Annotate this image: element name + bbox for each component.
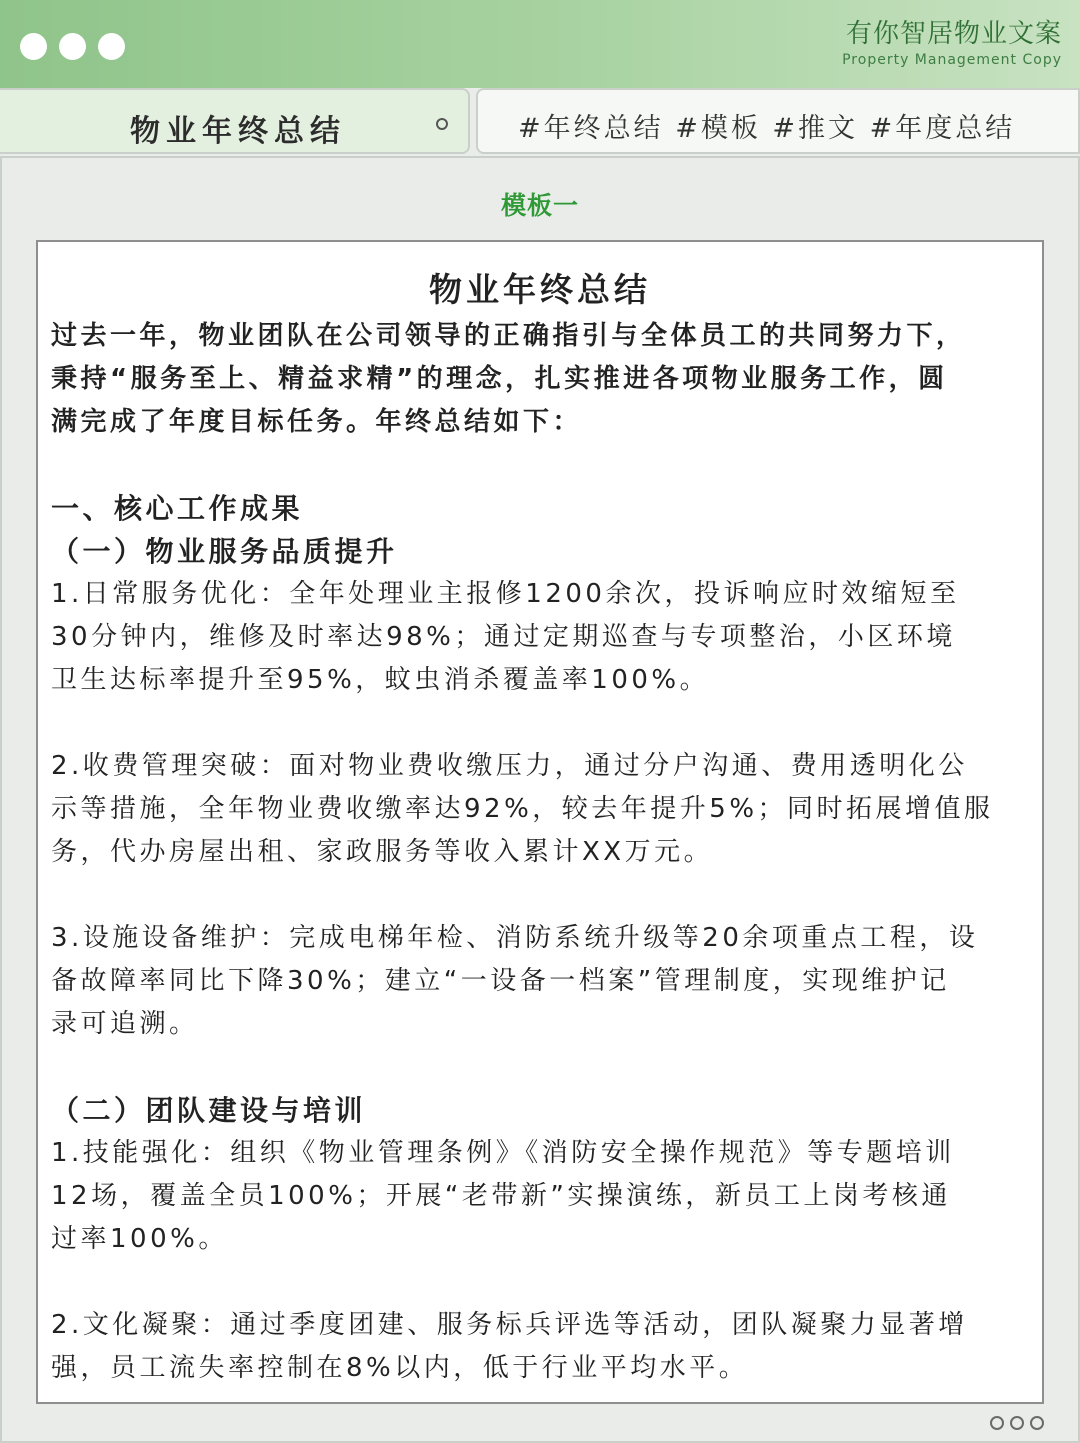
section-heading: （二）团队建设与培训 — [51, 1094, 367, 1127]
blank-line — [51, 874, 1036, 917]
section-heading: 一、核心工作成果 — [51, 492, 304, 525]
text-line: 秉持“服务至上、精益求精”的理念，扎实推进各项物业服务工作，圆 — [51, 364, 948, 394]
pager-icon — [990, 1416, 1044, 1430]
text-line: 过率100%。 — [51, 1224, 228, 1254]
text-line: 1.技能强化：组织《物业管理条例》《消防安全操作规范》等专题培训 — [51, 1138, 955, 1168]
text-line: 2.文化凝聚：通过季度团建、服务标兵评选等活动，团队凝聚力显著增 — [51, 1310, 968, 1340]
tab-title-label: 物业年终总结 — [130, 114, 346, 149]
blank-line — [51, 1046, 1036, 1089]
brand-name-cn: 有你智居物业文案 — [845, 19, 1062, 49]
dot-icon — [59, 33, 86, 60]
tags-label: #年终总结 #模板 #推文 #年度总结 — [518, 113, 1016, 144]
text-line: 卫生达标率提升至95%，蚊虫消杀覆盖率100%。 — [51, 665, 710, 695]
text-line: 12场，覆盖全员100%；开展“老带新”实操演练，新员工上岗考核通 — [51, 1181, 951, 1211]
text-line: 过去一年，物业团队在公司领导的正确指引与全体员工的共同努力下， — [51, 321, 966, 351]
text-line: 3.设施设备维护：完成电梯年检、消防系统升级等20余项重点工程，设 — [51, 923, 979, 953]
text-line: 2.收费管理突破：面对物业费收缴压力，通过分户沟通、费用透明化公 — [51, 751, 968, 781]
brand-block — [842, 18, 1062, 70]
blank-line — [51, 1261, 1036, 1304]
document-body — [51, 315, 1036, 1390]
tab-title[interactable] — [0, 88, 470, 154]
text-line: 示等措施，全年物业费收缴率达92%，较去年提升5%；同时拓展增值服 — [51, 794, 994, 824]
text-line: 1.日常服务优化：全年处理业主报修1200余次，投诉响应时效缩短至 — [51, 579, 960, 609]
tab-tags[interactable] — [476, 88, 1080, 154]
text-line: 录可追溯。 — [51, 1009, 199, 1039]
document-card — [36, 240, 1044, 1404]
blank-line — [51, 702, 1036, 745]
header-bar — [0, 0, 1080, 88]
blank-line — [51, 444, 1036, 487]
document-title: 物业年终总结 — [429, 270, 651, 309]
text-line: 满完成了年度目标任务。年终总结如下： — [51, 407, 583, 437]
pager-circle-icon — [1030, 1416, 1044, 1430]
text-line: 30分钟内，维修及时率达98%；通过定期巡查与专项整治，小区环境 — [51, 622, 956, 652]
section-heading: （一）物业服务品质提升 — [51, 535, 398, 568]
text-line: 务，代办房屋出租、家政服务等收入累计XX万元。 — [51, 837, 714, 867]
pager-circle-icon — [1010, 1416, 1024, 1430]
dot-icon — [98, 33, 125, 60]
pager-circle-icon — [990, 1416, 1004, 1430]
circle-icon — [436, 118, 448, 130]
window-dots-icon — [20, 33, 125, 60]
template-label: 模板一 — [500, 191, 579, 220]
text-line: 备故障率同比下降30%；建立“一设备一档案”管理制度，实现维护记 — [51, 966, 950, 996]
brand-name-en: Property Management Copy — [842, 52, 1062, 68]
text-line: 强，员工流失率控制在8%以内，低于行业平均水平。 — [51, 1353, 749, 1383]
dot-icon — [20, 33, 47, 60]
